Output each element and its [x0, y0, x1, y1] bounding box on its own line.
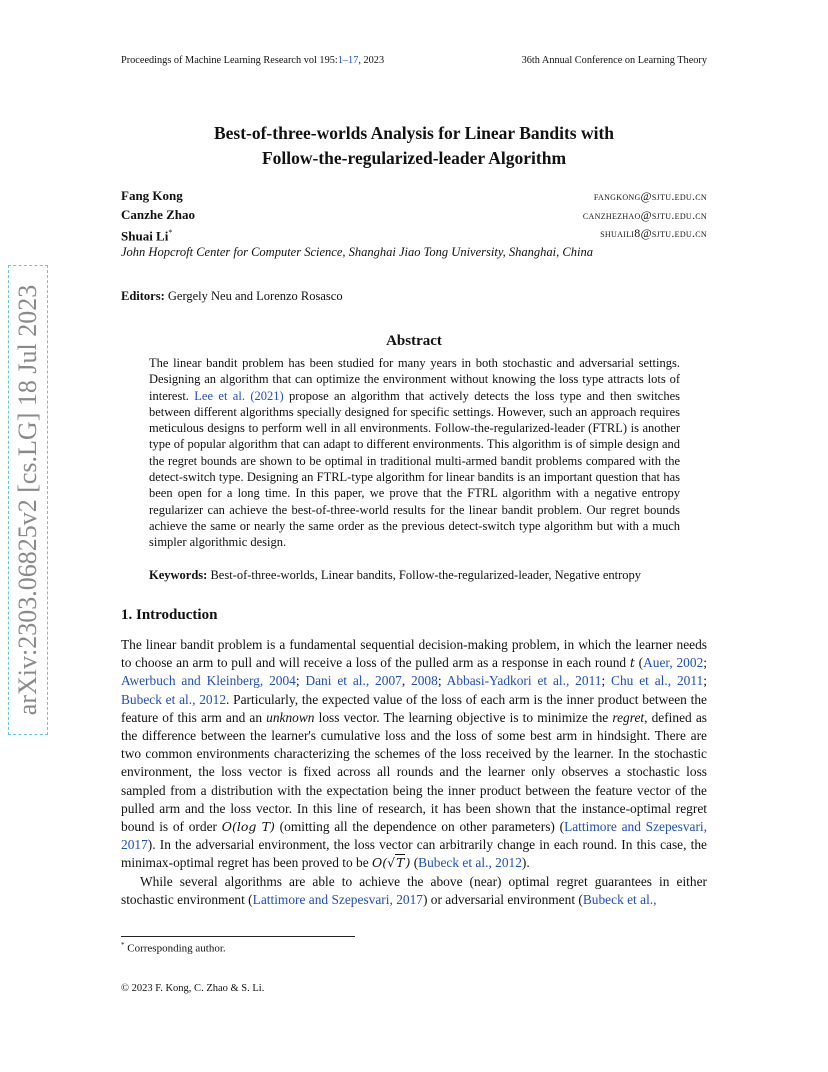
footnote — [121, 941, 226, 955]
title-line-1: Best-of-three-worlds Analysis for Linear Bandits with — [213, 123, 615, 143]
author-email[interactable]: canzhezhao@sjtu.edu.cn — [582, 207, 707, 222]
affiliation: John Hopcroft Center for Computer Science, Shanghai Jiao Tong University, Shanghai, China — [121, 244, 593, 259]
corresponding-marker[interactable]: * — [168, 228, 173, 237]
arxiv-stamp-text: arXiv:2303.06825v2 [cs.LG] 18 Jul 2023 — [13, 284, 42, 716]
citation-link[interactable]: Bubeck et al., — [582, 891, 657, 907]
running-header — [121, 55, 707, 66]
citation-link[interactable]: Dani et al., 2007 — [305, 673, 402, 689]
copyright-line: © 2023 F. Kong, C. Zhao & S. Li. — [121, 983, 265, 994]
citation-link[interactable]: Lee et al. (2021) — [194, 388, 284, 403]
abstract-heading: Abstract — [386, 333, 442, 349]
keywords-line — [149, 568, 680, 583]
footnote-marker: * — [121, 941, 125, 949]
author-row — [121, 224, 707, 243]
author-name: Shuai Li* — [121, 228, 173, 244]
math-order: O(log T) — [221, 819, 275, 835]
section-heading: 1. Introduction — [121, 607, 218, 623]
citation-link[interactable]: Lattimore and Szepesvari, 2017 — [121, 819, 707, 853]
author-row — [121, 187, 707, 206]
citation-link[interactable]: 2008 — [411, 673, 438, 689]
citation-link[interactable]: Awerbuch and Kleinberg, 2004 — [121, 673, 296, 689]
citation-link[interactable]: Abbasi-Yadkori et al., 2011 — [446, 673, 602, 689]
arxiv-stamp[interactable] — [8, 265, 48, 735]
footnote-text: Corresponding author. — [127, 942, 226, 955]
paper-title — [121, 121, 707, 171]
page-range-link[interactable]: 1–17 — [337, 55, 359, 66]
introduction-body — [121, 636, 707, 909]
citation-link[interactable]: Chu et al., 2011 — [611, 673, 704, 689]
editors-line — [121, 289, 343, 304]
author-row — [121, 206, 707, 225]
keywords-label: Keywords: — [149, 568, 208, 582]
title-line-2: Follow-the-regularized-leader Algorithm — [261, 148, 567, 168]
citation-link[interactable]: Bubeck et al., 2012 — [121, 691, 227, 707]
author-name: Canzhe Zhao — [121, 206, 196, 222]
abstract-body: The linear bandit problem has been studied for many years in both stochastic and adversarial settings. Designing an algorithm that can optimize the environment without knowing the loss type attracts lots of interest. Lee et al. (2021) propose an algorithm that actively detects the loss type and then switches between different algorithms specially designed for specific settings. However, such an approach requires meticulous designs to perform well in all environments. Follow-the-regularized-leader (FTRL) is another type of popular algorithm that can adapt to different environments. This algorithm is of simple design and the regret bounds are shown to be optimal in traditional multi-armed bandit problems compared with the detect-switch type. Designing an FTRL-type algorithm for linear bandits is an important question that has been open for a long time. In this paper, we prove that the FTRL algorithm with a negative entropy regularizer can achieve the best-of-three-world results for the linear bandit problem. Our regret bounds achieve the same or nearly the same order as the previous detect-switch type algorithm but with a much simpler algorithmic design. — [149, 356, 680, 550]
editors-label: Editors: — [121, 289, 165, 303]
conference-label: 36th Annual Conference on Learning Theory — [521, 55, 707, 66]
proceedings-label: Proceedings of Machine Learning Research vol 195:1–17, 2023 — [121, 55, 385, 66]
math-sqrt: O(√T) — [372, 855, 411, 871]
author-block — [121, 187, 707, 261]
paragraph: While several algorithms are able to achieve the above (near) optimal regret guarantees in either stochastic environment (Lattimore and Szepesvari, 2017) or adversarial environment (Bubeck et al., — [121, 873, 707, 907]
editors-names: Gergely Neu and Lorenzo Rosasco — [167, 289, 343, 303]
footnote-divider — [121, 936, 355, 937]
paragraph: The linear bandit problem is a fundamental sequential decision-making problem, in which the learner needs to choose an arm to pull and will receive a loss of the pulled arm as a response in each round t (Auer, 2002; Awerbuch and Kleinberg, 2004; Dani et al., 2007, 2008; Abbasi-Yadkori et al., 2011; Chu et al., 2011; Bubeck et al., 2012. Particularly, the expected value of the loss of each arm is the inner product between the feature of this arm and an unknown loss vector. The learning objective is to minimize the regret, defined as the difference between the learner's cumulative loss and the loss of some best arm in hindsight. There are two common environments characterizing the schemes of the loss received by the learner. In the stochastic environment, the loss vector is fixed across all rounds and the learner only observes a stochastic loss sampled from a distribution with the expectation being the inner product between the feature vector of the pulled arm and the loss vector. In this line of research, it has been shown that the instance-optimal regret bound is of order O(log T) (omitting all the dependence on other parameters) (Lattimore and Szepesvari, 2017). In the adversarial environment, the loss vector can arbitrarily change in each round. In this case, the minimax-optimal regret has been proved to be O(√T) (Bubeck et al., 2012). — [121, 637, 707, 871]
author-name: Fang Kong — [121, 188, 183, 203]
author-email[interactable]: fangkong@sjtu.edu.cn — [593, 189, 707, 203]
author-email[interactable]: shuaili8@sjtu.edu.cn — [600, 226, 707, 240]
citation-link[interactable]: Lattimore and Szepesvari, 2017 — [252, 891, 423, 907]
keywords-text: Best-of-three-worlds, Linear bandits, Follow-the-regularized-leader, Negative entropy — [210, 568, 642, 582]
citation-link[interactable]: Auer, 2002 — [643, 655, 704, 671]
citation-link[interactable]: Bubeck et al., 2012 — [418, 855, 522, 871]
